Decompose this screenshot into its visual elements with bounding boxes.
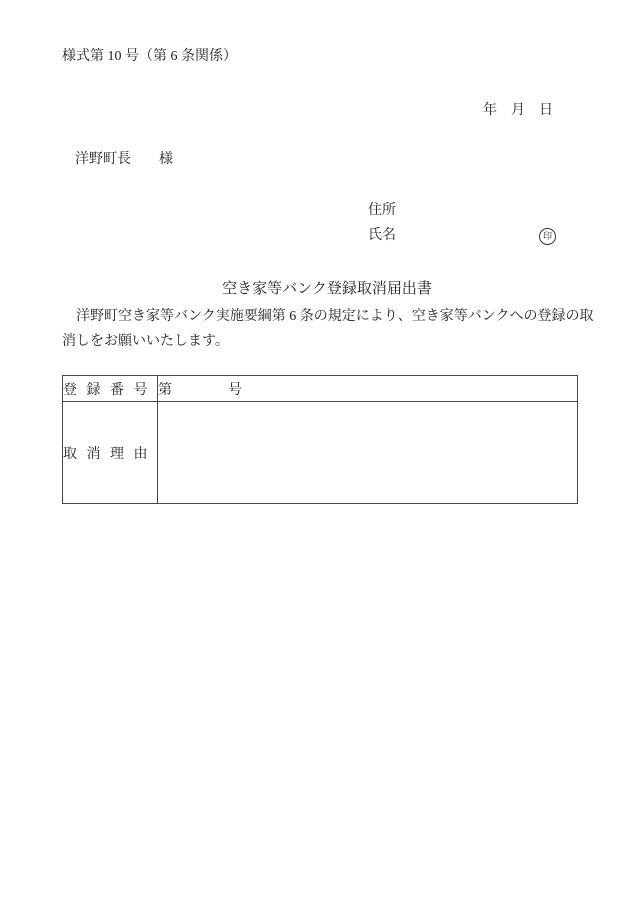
cancellation-reason-value [158,402,578,504]
addressee-line: 洋野町長 様 [75,152,173,167]
registration-number-label: 登録番号 [63,376,158,402]
body-paragraph [62,304,594,354]
table-row-registration-number [63,376,578,402]
registration-table [62,375,578,504]
seal-stamp-icon: 印 [539,228,556,245]
date-line: 年 月 日 [483,103,553,118]
name-label: 氏名 [368,228,396,243]
address-label: 住所 [368,203,396,218]
body-line-2: 消しをお願いいたします。 [62,334,229,349]
document-title: 空き家等バンク登録取消届出書 [222,281,432,297]
form-number: 様式第 10 号（第 6 条関係） [62,49,237,64]
table-row-cancellation-reason [63,402,578,504]
registration-number-value: 第 号 [158,376,578,402]
cancellation-reason-label: 取消理由 [63,402,158,504]
body-line-1: 洋野町空き家等バンク実施要綱第 6 条の規定により、空き家等バンクへの登録の取 [62,309,594,324]
